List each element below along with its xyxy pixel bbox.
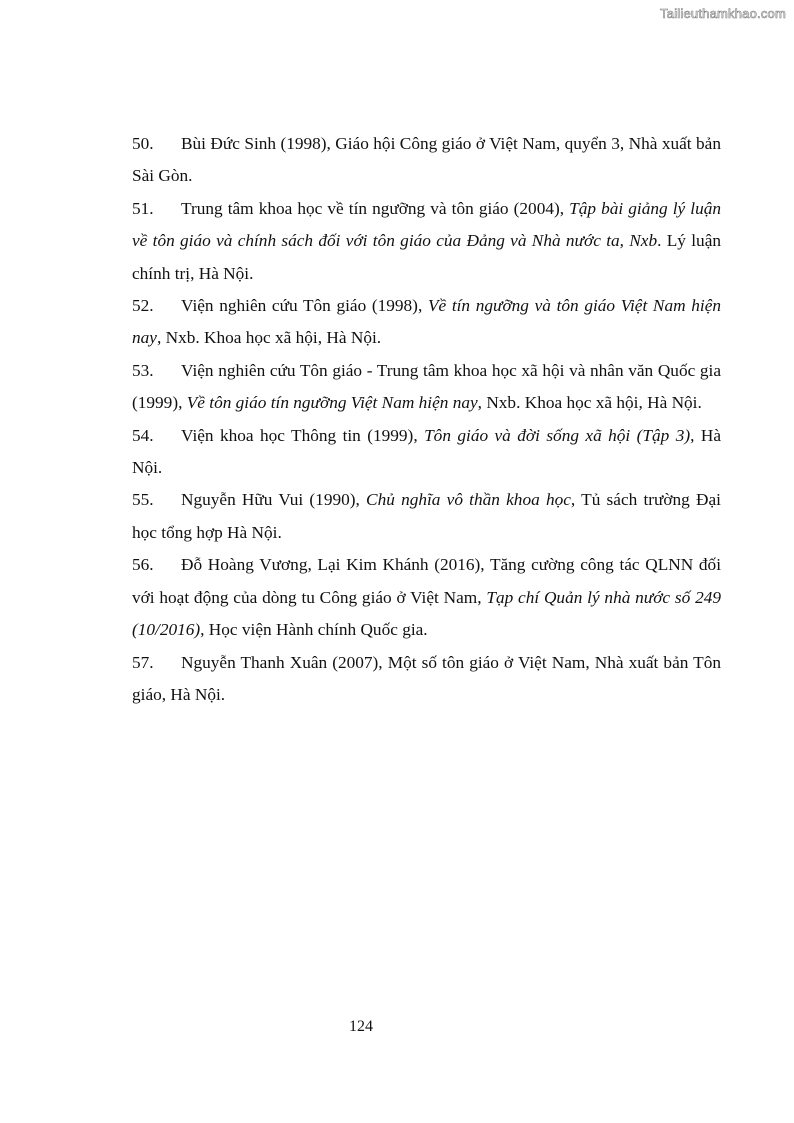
reference-number: 56. [132, 555, 154, 575]
reference-title: Tôn giáo và đời sống xã hội (Tập 3) [424, 425, 691, 445]
reference-number: 54. [132, 425, 154, 445]
reference-text: Nguyễn Thanh Xuân (2007), Một số tôn giáo ở Việt Nam, Nhà xuất bản Tôn giáo, Hà Nội. [132, 652, 721, 704]
reference-number: 50. [132, 134, 154, 153]
reference-text: , Tủ sách trường Đại học tổng hợp Hà Nội. [132, 490, 721, 542]
reference-title: Tạp chí Quản lý nhà nước số 249 (10/2016) [132, 587, 721, 640]
reference-text: Nguyễn Hữu Vui (1990), [181, 490, 367, 510]
reference-text: , Hà Nội. [132, 425, 721, 478]
reference-text: Trung tâm khoa học về tín ngưỡng và tôn giáo (2004), [181, 198, 570, 218]
reference-item [132, 290, 721, 355]
reference-text: Viện khoa học Thông tin (1999), [181, 425, 425, 445]
reference-item [132, 647, 721, 712]
reference-number: 52. [132, 296, 154, 316]
reference-text: Viện nghiên cứu Tôn giáo - Trung tâm khoa học xã hội và nhân văn Quốc gia (1999), [132, 360, 721, 413]
reference-item [132, 549, 721, 646]
reference-item [132, 355, 721, 420]
reference-title: Về tôn giáo tín ngưỡng Việt Nam hiện nay [186, 393, 478, 413]
reference-text: , Nxb. Khoa học xã hội, Hà Nội. [156, 328, 382, 348]
reference-item [132, 193, 721, 290]
reference-title: Về tín ngưỡng và tôn giáo Việt Nam hiện nay [132, 296, 722, 348]
reference-text: Bùi Đức Sinh (1998), Giáo hội Công giáo ở Việt Nam, quyển 3, Nhà xuất bản Sài Gòn. [132, 134, 721, 186]
reference-title: Tập bài giảng lý luận về tôn giáo và chính sách đối với tôn giáo của Đảng và Nhà nước ta, Nxb [132, 198, 721, 251]
reference-item [132, 420, 721, 485]
reference-text: , Học viện Hành chính Quốc gia. [200, 620, 428, 640]
reference-text: Đỗ Hoàng Vương, Lại Kim Khánh (2016), Tăng cường công tác QLNN đối với hoạt động của dòng tu Công giáo ở Việt Nam, [132, 555, 721, 607]
reference-text: , Nxb. Khoa học xã hội, Hà Nội. [477, 393, 702, 413]
reference-list [132, 128, 721, 711]
reference-number: 57. [132, 652, 154, 672]
reference-number: 51. [132, 198, 154, 218]
page-number: 124 [349, 1018, 373, 1035]
reference-number: 55. [132, 490, 154, 510]
reference-text: Viện nghiên cứu Tôn giáo (1998), [181, 296, 428, 316]
reference-title: Chủ nghĩa vô thần khoa học [366, 490, 571, 510]
reference-item [132, 484, 721, 549]
reference-number: 53. [132, 360, 154, 380]
reference-item [132, 128, 721, 193]
reference-text: . Lý luận chính trị, Hà Nội. [132, 231, 721, 283]
watermark: Tailieuthamkhao.com [660, 6, 786, 21]
